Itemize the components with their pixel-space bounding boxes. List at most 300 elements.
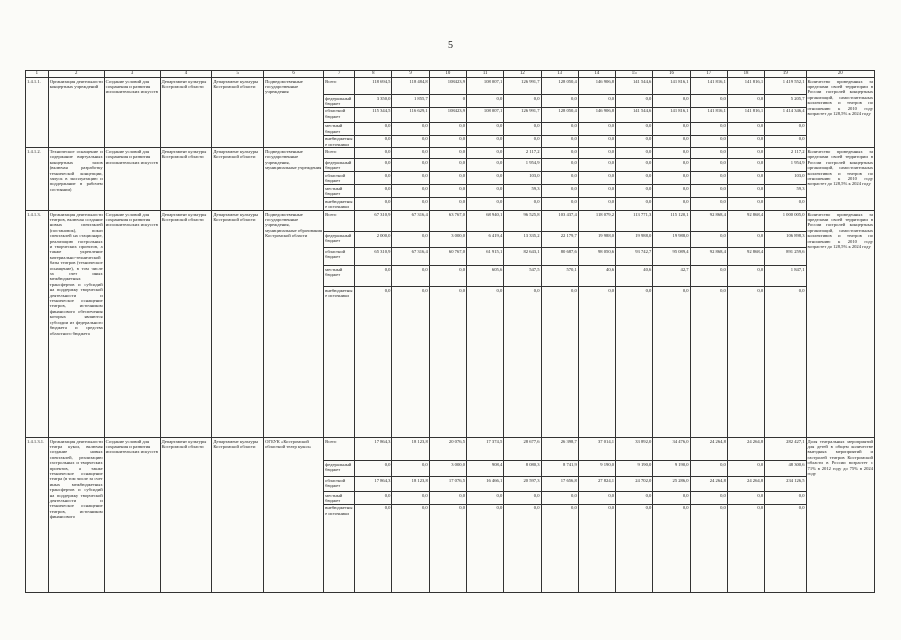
funding-source: местный бюджет: [324, 122, 355, 135]
amount-cell: 1 000 005,0: [765, 211, 806, 232]
amount-cell: 2 000,0: [355, 232, 392, 248]
amount-cell: 1 847,1: [765, 266, 806, 287]
amount-cell: 0,0: [765, 287, 806, 438]
funding-source: внебюджетные источники: [324, 504, 355, 592]
amount-cell: 0,0: [392, 159, 429, 172]
amount-cell: 82 643,1: [504, 248, 541, 266]
amount-cell: 0,0: [653, 172, 690, 185]
amount-cell: 108423,9: [429, 107, 466, 122]
amount-cell: 0,0: [355, 266, 392, 287]
amount-cell: 103,0: [765, 172, 806, 185]
header-cell: 5: [212, 71, 264, 78]
amount-cell: 65 310,9: [355, 248, 392, 266]
funding-source: областной бюджет: [324, 172, 355, 185]
recipient: Подведомственные государственные учреждения, муниципальные образования Костромской области: [264, 211, 324, 438]
amount-cell: 0,0: [578, 198, 615, 211]
amount-cell: 0,0: [727, 122, 764, 135]
amount-cell: 60 767,0: [429, 248, 466, 266]
amount-cell: 141 544,6: [616, 107, 653, 122]
amount-cell: 0,0: [392, 232, 429, 248]
recipient: Подведомственные государственные учреждения: [264, 78, 324, 148]
amount-cell: 40,6: [578, 266, 615, 287]
amount-cell: 17 374,5: [467, 438, 504, 461]
table-row: [26, 211, 875, 232]
funding-source: областной бюджет: [324, 477, 355, 492]
amount-cell: 0,0: [541, 287, 578, 438]
measure-name: Организация деятельности театра кукол, включая создание новых спектаклей, реализацию гастрольных и творческих проектов, а также техническое оснащение театра (в том числе за счет иных межбюджетных трансфертов и субсидий на поддержку творческой деятельности и техническое оснащение театров, источником финансового: [48, 438, 104, 593]
amount-cell: 0,0: [429, 185, 466, 198]
amount-cell: 0,0: [616, 492, 653, 505]
amount-cell: 63 767,0: [429, 211, 466, 232]
amount-cell: 0,0: [690, 135, 727, 148]
header-cell: 11: [467, 71, 504, 78]
header-cell: 7: [324, 71, 355, 78]
amount-cell: 8 741,9: [541, 461, 578, 477]
funding-source: федеральный бюджет: [324, 95, 355, 108]
amount-cell: 34 476,0: [653, 438, 690, 461]
amount-cell: 13 335,2: [504, 232, 541, 248]
amount-cell: 0,0: [392, 135, 429, 148]
amount-cell: 118 079,2: [578, 211, 615, 232]
header-cell: 8: [355, 71, 392, 78]
amount-cell: 98 050,6: [578, 248, 615, 266]
amount-cell: 0,0: [504, 287, 541, 438]
amount-cell: 0,0: [727, 95, 764, 108]
amount-cell: 0,0: [578, 148, 615, 159]
amount-cell: 141 816,1: [653, 78, 690, 95]
amount-cell: 126 991,7: [504, 107, 541, 122]
amount-cell: 67 316,4: [392, 248, 429, 266]
amount-cell: 0,0: [616, 287, 653, 438]
header-cell: 19: [765, 71, 806, 78]
responsible: Департамент культуры Костромской области: [160, 78, 212, 148]
amount-cell: 0,0: [429, 148, 466, 159]
funding-source: внебюджетные источники: [324, 287, 355, 438]
amount-cell: 0,0: [653, 135, 690, 148]
amount-cell: 0,0: [541, 504, 578, 592]
amount-cell: 0,0: [541, 172, 578, 185]
amount-cell: 0,0: [578, 492, 615, 505]
amount-cell: 0,0: [467, 198, 504, 211]
row-id: 1.4.1.3.1.: [26, 438, 49, 593]
header-cell: 13: [541, 71, 578, 78]
amount-cell: 22 179,7: [541, 232, 578, 248]
amount-cell: 0,0: [727, 266, 764, 287]
header-cell: 17: [690, 71, 727, 78]
amount-cell: 68 940,1: [467, 211, 504, 232]
header-cell: 20: [806, 71, 874, 78]
amount-cell: 0,0: [392, 492, 429, 505]
amount-cell: 570,1: [541, 266, 578, 287]
amount-cell: 24 702,0: [616, 477, 653, 492]
header-cell: 4: [160, 71, 212, 78]
amount-cell: 9 190,0: [578, 461, 615, 477]
amount-cell: 108 007,1: [467, 107, 504, 122]
responsible: Департамент культуры Костромской области: [160, 211, 212, 438]
amount-cell: 0,0: [616, 95, 653, 108]
amount-cell: 0,0: [355, 461, 392, 477]
amount-cell: 59,3: [765, 185, 806, 198]
amount-cell: 9 190,0: [653, 461, 690, 477]
amount-cell: 0,0: [616, 504, 653, 592]
amount-cell: 0,0: [727, 172, 764, 185]
amount-cell: 146 906,8: [578, 107, 615, 122]
funding-source: местный бюджет: [324, 266, 355, 287]
amount-cell: 0,0: [765, 135, 806, 148]
amount-cell: 1 954,9: [504, 159, 541, 172]
amount-cell: 0,0: [541, 185, 578, 198]
co-executor: Департамент культуры Костромской области: [212, 78, 264, 148]
amount-cell: 61 915,1: [467, 248, 504, 266]
measure-goal: Создание условий для сохранения и развития исполнительских искусств: [104, 148, 160, 211]
amount-cell: 908,4: [467, 461, 504, 477]
amount-cell: 0,0: [765, 122, 806, 135]
funding-source: областной бюджет: [324, 107, 355, 122]
funding-source: Всего: [324, 148, 355, 159]
amount-cell: 108423,9: [429, 78, 466, 95]
amount-cell: 115 120,1: [653, 211, 690, 232]
amount-cell: 80 687,6: [541, 248, 578, 266]
target-indicator: Доля театральных мероприятий для детей в общем количестве выездных мероприятий и гастролей театров Костромской области в России возрастет с 71% в 2012 году до 75% в 2024 году: [806, 438, 874, 593]
amount-cell: 0,0: [467, 504, 504, 592]
amount-cell: 0,0: [765, 198, 806, 211]
amount-cell: 108 007,1: [467, 78, 504, 95]
amount-cell: 59,3: [504, 185, 541, 198]
amount-cell: 92 868,4: [690, 211, 727, 232]
amount-cell: 0,0: [392, 172, 429, 185]
amount-cell: 0,0: [392, 198, 429, 211]
amount-cell: 0,0: [504, 122, 541, 135]
amount-cell: 141 816,1: [727, 107, 764, 122]
amount-cell: 0,0: [541, 492, 578, 505]
amount-cell: 95 089,4: [653, 248, 690, 266]
amount-cell: 96 525,8: [504, 211, 541, 232]
amount-cell: 93 742,7: [616, 248, 653, 266]
amount-cell: 0,0: [504, 492, 541, 505]
header-cell: 2: [48, 71, 104, 78]
amount-cell: 25 286,0: [653, 477, 690, 492]
row-id: 1.4.1.3.: [26, 211, 49, 438]
recipient: Подведомственные государственные учреждения, муниципальные учреждения: [264, 148, 324, 211]
header-cell: 1: [26, 71, 49, 78]
amount-cell: 0,0: [392, 122, 429, 135]
amount-cell: 0,0: [765, 492, 806, 505]
target-indicator: Количество проведенных за пределами своей территории в России гастролей концертных организаций, самостоятельных коллективов и театров по отношению к 2010 году возрастет до 128,5% к 2024 году: [806, 148, 874, 211]
amount-cell: 33 892,0: [616, 438, 653, 461]
co-executor: Департамент культуры Костромской области: [212, 211, 264, 438]
amount-cell: 24 264,8: [690, 477, 727, 492]
amount-cell: 92 868,4: [727, 211, 764, 232]
funding-source: местный бюджет: [324, 185, 355, 198]
amount-cell: 282 427,1: [765, 438, 806, 461]
table-row: [26, 438, 875, 461]
header-cell: 12: [504, 71, 541, 78]
amount-cell: 0,0: [541, 135, 578, 148]
amount-cell: 0: [429, 95, 466, 108]
amount-cell: 0,0: [690, 266, 727, 287]
amount-cell: 141 816,1: [690, 107, 727, 122]
amount-cell: 0,0: [467, 185, 504, 198]
recipient: ОГБУК «Костромской областной театр кукол»: [264, 438, 324, 593]
funding-source: федеральный бюджет: [324, 461, 355, 477]
amount-cell: 18 123,8: [392, 477, 429, 492]
amount-cell: 1 954,9: [765, 159, 806, 172]
amount-cell: 0,0: [690, 122, 727, 135]
amount-cell: 0,0: [653, 504, 690, 592]
header-cell: 18: [727, 71, 764, 78]
measure-goal: Создание условий для сохранения и развития исполнительских искусств: [104, 438, 160, 593]
amount-cell: 3 350,0: [355, 95, 392, 108]
amount-cell: 0,0: [429, 504, 466, 592]
amount-cell: 0,0: [355, 504, 392, 592]
funding-source: Всего: [324, 438, 355, 461]
responsible: Департамент культуры Костромской области: [160, 438, 212, 593]
amount-cell: 24 264,8: [727, 438, 764, 461]
amount-cell: 1 419 552,1: [765, 78, 806, 95]
header-cell: 9: [392, 71, 429, 78]
amount-cell: 19 988,0: [616, 232, 653, 248]
funding-source: федеральный бюджет: [324, 232, 355, 248]
amount-cell: 20 076,5: [429, 438, 466, 461]
amount-cell: 0,0: [653, 198, 690, 211]
amount-cell: 0,0: [616, 135, 653, 148]
amount-cell: 891 259,6: [765, 248, 806, 266]
amount-cell: 103,0: [504, 172, 541, 185]
amount-cell: 17 656,8: [541, 477, 578, 492]
amount-cell: 0,0: [727, 198, 764, 211]
amount-cell: 92 868,4: [727, 248, 764, 266]
header-row: [26, 71, 875, 78]
amount-cell: 103 437,4: [541, 211, 578, 232]
amount-cell: 0,0: [467, 172, 504, 185]
header-cell: 14: [578, 71, 615, 78]
amount-cell: 0,0: [467, 492, 504, 505]
co-executor: Департамент культуры Костромской области: [212, 438, 264, 593]
amount-cell: 128 050,4: [541, 107, 578, 122]
amount-cell: 0,0: [616, 122, 653, 135]
amount-cell: 0,0: [690, 461, 727, 477]
amount-cell: 17 076,5: [429, 477, 466, 492]
amount-cell: 141 816,1: [690, 78, 727, 95]
amount-cell: 0,0: [429, 159, 466, 172]
amount-cell: 0,0: [616, 185, 653, 198]
amount-cell: 17 864,3: [355, 477, 392, 492]
amount-cell: 0,0: [355, 159, 392, 172]
amount-cell: 0,0: [355, 122, 392, 135]
amount-cell: 116 629,1: [392, 107, 429, 122]
amount-cell: 27 824,1: [578, 477, 615, 492]
amount-cell: 106 898,3: [765, 232, 806, 248]
amount-cell: 48 300,6: [765, 461, 806, 477]
amount-cell: 128 050,4: [541, 78, 578, 95]
amount-cell: 0,0: [355, 135, 392, 148]
amount-cell: 0,0: [392, 266, 429, 287]
amount-cell: 0,0: [467, 122, 504, 135]
amount-cell: 0,0: [541, 122, 578, 135]
amount-cell: 0,0: [690, 159, 727, 172]
header-cell: 15: [616, 71, 653, 78]
amount-cell: 0,0: [504, 135, 541, 148]
amount-cell: 2 117,2: [765, 148, 806, 159]
measure-name: Техническое оснащение и содержание виртуальных концертных залов (включая разработку технической концепции, запуск в эксплуатацию и поддержание в рабочем состоянии): [48, 148, 104, 211]
amount-cell: 113 771,3: [616, 211, 653, 232]
amount-cell: 0,0: [578, 185, 615, 198]
amount-cell: 0,0: [541, 148, 578, 159]
amount-cell: 0,0: [467, 159, 504, 172]
amount-cell: 0,0: [392, 287, 429, 438]
header-cell: 6: [264, 71, 324, 78]
measure-name: Организация деятельности театров, включая создание новых спектаклей (постановок), показ спектаклей на стационаре, реализацию гастрольных и творческих проектов, а также укрепление материально-технической базы театров (техническое оснащение), в том числе за счет иных межбюджетных трансфертов и субсидий на поддержку творческой деятельности и техническое оснащение театров, источником финансового обеспечения которых являются субсидии из федерального бюджета и средства областного бюджета: [48, 211, 104, 438]
amount-cell: 0,0: [578, 135, 615, 148]
amount-cell: 146 906,8: [578, 78, 615, 95]
responsible: Департамент культуры Костромской области: [160, 148, 212, 211]
amount-cell: 0,0: [653, 122, 690, 135]
amount-cell: 141 816,1: [653, 107, 690, 122]
row-id: 1.4.1.1.: [26, 78, 49, 148]
amount-cell: 0,0: [616, 172, 653, 185]
amount-cell: 0,0: [690, 492, 727, 505]
amount-cell: 118 694,5: [355, 78, 392, 95]
page-number: 5: [448, 40, 453, 51]
amount-cell: 115 344,5: [355, 107, 392, 122]
table-row: [26, 78, 875, 95]
amount-cell: 0,0: [504, 504, 541, 592]
amount-cell: 3 000,0: [429, 461, 466, 477]
amount-cell: 37 014,1: [578, 438, 615, 461]
amount-cell: 0,0: [467, 95, 504, 108]
amount-cell: 141 544,6: [616, 78, 653, 95]
amount-cell: 8 080,3: [504, 461, 541, 477]
amount-cell: 0,0: [727, 135, 764, 148]
amount-cell: 0,0: [727, 185, 764, 198]
amount-cell: 0,0: [616, 198, 653, 211]
funding-source: Всего: [324, 211, 355, 232]
amount-cell: 0,0: [578, 504, 615, 592]
amount-cell: 0,0: [467, 135, 504, 148]
amount-cell: 0,0: [541, 198, 578, 211]
table-body: [26, 71, 875, 593]
measure-name: Организация деятельности концертных учреждений: [48, 78, 104, 148]
funding-source: внебюджетные источники: [324, 135, 355, 148]
amount-cell: 40,6: [616, 266, 653, 287]
amount-cell: 0,0: [653, 159, 690, 172]
amount-cell: 0,0: [727, 159, 764, 172]
amount-cell: 0,0: [690, 504, 727, 592]
co-executor: Департамент культуры Костромской области: [212, 148, 264, 211]
amount-cell: 0,0: [727, 232, 764, 248]
amount-cell: 67 310,9: [355, 211, 392, 232]
amount-cell: 0,0: [690, 232, 727, 248]
amount-cell: 118 484,8: [392, 78, 429, 95]
amount-cell: 5 205,7: [765, 95, 806, 108]
amount-cell: 0,0: [467, 287, 504, 438]
amount-cell: 0,0: [355, 148, 392, 159]
amount-cell: 18 123,8: [392, 438, 429, 461]
amount-cell: 3 000,0: [429, 232, 466, 248]
amount-cell: 19 988,0: [653, 232, 690, 248]
amount-cell: 92 868,4: [690, 248, 727, 266]
amount-cell: 0,0: [727, 148, 764, 159]
amount-cell: 24 264,8: [727, 477, 764, 492]
funding-source: Всего: [324, 78, 355, 95]
amount-cell: 0,0: [653, 287, 690, 438]
amount-cell: 42,7: [653, 266, 690, 287]
amount-cell: 0,0: [429, 135, 466, 148]
amount-cell: 0,0: [690, 198, 727, 211]
amount-cell: 67 316,4: [392, 211, 429, 232]
amount-cell: 234 126,5: [765, 477, 806, 492]
amount-cell: 547,5: [504, 266, 541, 287]
amount-cell: 1 414 346,4: [765, 107, 806, 122]
amount-cell: 1 855,7: [392, 95, 429, 108]
amount-cell: 126 991,7: [504, 78, 541, 95]
amount-cell: 0,0: [653, 185, 690, 198]
amount-cell: 0,0: [578, 287, 615, 438]
amount-cell: 0,0: [355, 185, 392, 198]
amount-cell: 0,0: [727, 287, 764, 438]
table-row: [26, 148, 875, 159]
amount-cell: 20 597,3: [504, 477, 541, 492]
measure-goal: Создание условий для сохранения и развития исполнительских искусств: [104, 211, 160, 438]
amount-cell: 0,0: [504, 198, 541, 211]
amount-cell: 0,0: [690, 287, 727, 438]
amount-cell: 605,6: [467, 266, 504, 287]
amount-cell: 0,0: [578, 172, 615, 185]
amount-cell: 0,0: [690, 148, 727, 159]
funding-source: местный бюджет: [324, 492, 355, 505]
amount-cell: 0,0: [355, 198, 392, 211]
amount-cell: 16 466,1: [467, 477, 504, 492]
amount-cell: 9 190,0: [616, 461, 653, 477]
amount-cell: 0,0: [690, 172, 727, 185]
amount-cell: 0,0: [653, 492, 690, 505]
header-cell: 16: [653, 71, 690, 78]
amount-cell: 26 398,7: [541, 438, 578, 461]
amount-cell: 0,0: [653, 95, 690, 108]
amount-cell: 0,0: [429, 287, 466, 438]
amount-cell: 0,0: [727, 492, 764, 505]
amount-cell: 0,0: [429, 492, 466, 505]
header-cell: 3: [104, 71, 160, 78]
amount-cell: 0,0: [392, 461, 429, 477]
amount-cell: 17 864,3: [355, 438, 392, 461]
amount-cell: 0,0: [504, 95, 541, 108]
amount-cell: 6 419,4: [467, 232, 504, 248]
amount-cell: 0,0: [690, 185, 727, 198]
amount-cell: 0,0: [392, 504, 429, 592]
amount-cell: 0,0: [429, 122, 466, 135]
amount-cell: 0,0: [727, 504, 764, 592]
amount-cell: 0,0: [355, 287, 392, 438]
amount-cell: 0,0: [578, 95, 615, 108]
amount-cell: 0,0: [429, 266, 466, 287]
amount-cell: 24 264,8: [690, 438, 727, 461]
amount-cell: 0,0: [765, 504, 806, 592]
amount-cell: 0,0: [429, 172, 466, 185]
target-indicator: Количество проведенных за пределами своей территории в России гастролей концертных организаций, самостоятельных коллективов и театров по отношению к 2010 году возрастет до 128,5% к 2024 году: [806, 78, 874, 148]
header-cell: 10: [429, 71, 466, 78]
amount-cell: 2 117,2: [504, 148, 541, 159]
amount-cell: 0,0: [467, 148, 504, 159]
amount-cell: 0,0: [653, 148, 690, 159]
amount-cell: 0,0: [578, 122, 615, 135]
amount-cell: 141 816,1: [727, 78, 764, 95]
amount-cell: 0,0: [392, 148, 429, 159]
amount-cell: 0,0: [392, 185, 429, 198]
amount-cell: 0,0: [616, 148, 653, 159]
amount-cell: 0,0: [541, 95, 578, 108]
amount-cell: 0,0: [616, 159, 653, 172]
